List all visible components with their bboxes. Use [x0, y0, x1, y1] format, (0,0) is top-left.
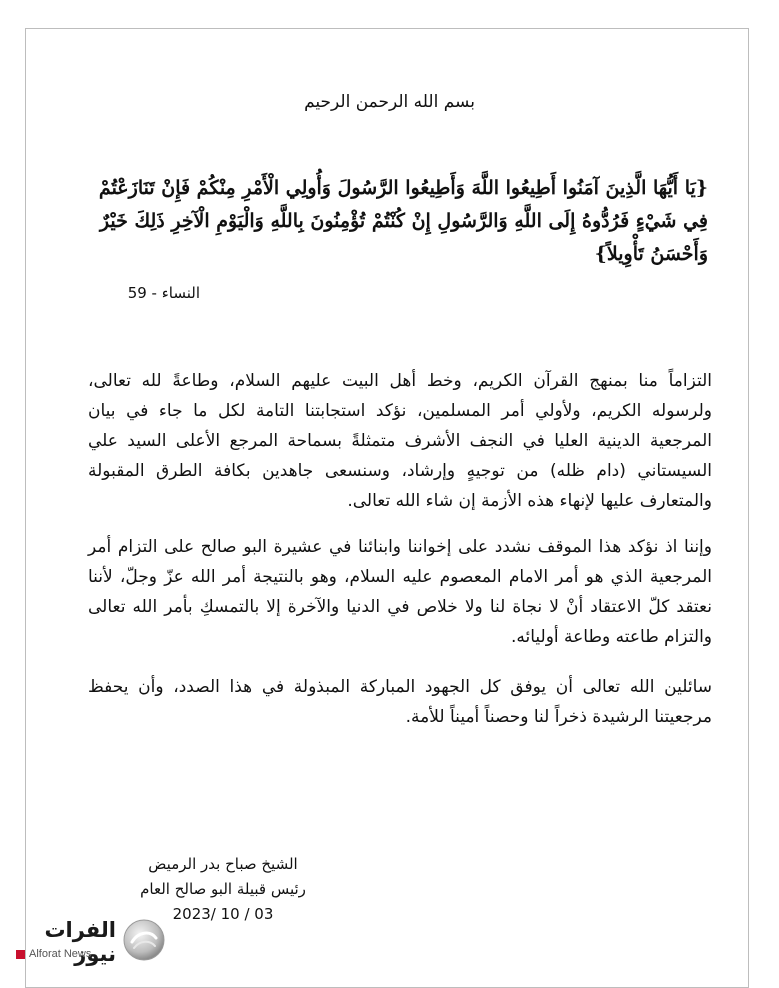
- paragraph-3: سائلين الله تعالى أن يوفق كل الجهود المباركة المبذولة في هذا الصدد، وأن يحفظ مرجعيتنا الرشيدة ذخراً لنا وحصناً أميناً للأمة.: [88, 677, 712, 727]
- signatory-name: الشيخ صباح بدر الرميض: [148, 855, 298, 873]
- alforat-logo-icon: [122, 918, 166, 962]
- alforat-news-watermark: [16, 916, 176, 966]
- document-date: 2023/ 10 / 03: [172, 905, 274, 923]
- brand-name-english-row: [16, 947, 116, 961]
- brand-name-english: Alforat News: [29, 948, 92, 960]
- paragraph-1: التزاماً منا بمنهج القرآن الكريم، وخط أهل البيت عليهم السلام، وطاعةً لله تعالى، ولرسوله الكريم، ولأولي أمر المسلمين، نؤكد استجابتنا التامة لكل ما جاء في بيان المرجعية الدينية العليا في النجف الأشرف متمثلةً بسماحة المرجع الأعلى السيد علي السيستاني (دام ظله) من توجيهٍ وإرشاد، وسنسعى جاهدين بكافة الطرق المقبولة والمتعارف عليها لإنهاء هذه الأزمة إن شاء الله تعالى.: [88, 371, 712, 511]
- signatory-title: رئيس قبيلة البو صالح العام: [140, 880, 306, 898]
- verse-reference: النساء - 59: [127, 284, 200, 302]
- basmala: بسم الله الرحمن الرحيم: [304, 92, 475, 112]
- brand-name-arabic: الفرات نيوز: [44, 918, 116, 966]
- quran-verse: {يَا أَيُّهَا الَّذِينَ آمَنُوا أَطِيعُوا اللَّهَ وَأَطِيعُوا الرَّسُولَ وَأُولِي الْأَمْرِ مِنْكُمْ فَإِنْ تَنَازَعْتُمْ فِي شَيْءٍ فَرُدُّوهُ إِلَى اللَّهِ وَالرَّسُولِ إِنْ كُنْتُمْ تُؤْمِنُونَ بِاللَّهِ وَالْيَوْمِ الْآخِرِ ذَلِكَ خَيْرٌ وَأَحْسَنُ تَأْوِيلاً}: [98, 177, 708, 265]
- paragraph-2: وإننا اذ نؤكد هذا الموقف نشدد على إخواننا وابنائنا في عشيرة البو صالح على التزام أمر المرجعية الذي هو أمر الامام المعصوم عليه السلام، وهو بالنتيجة أمر الله عزّ وجلّ، لأننا نعتقد كلّ الاعتقاد أنْ لا نجاة لنا ولا خلاص في الدنيا والآخرة إلا بالتمسكِ بأمر الله تعالى والتزام طاعته وطاعة أوليائه.: [88, 537, 712, 647]
- brand-square-icon: [16, 950, 25, 959]
